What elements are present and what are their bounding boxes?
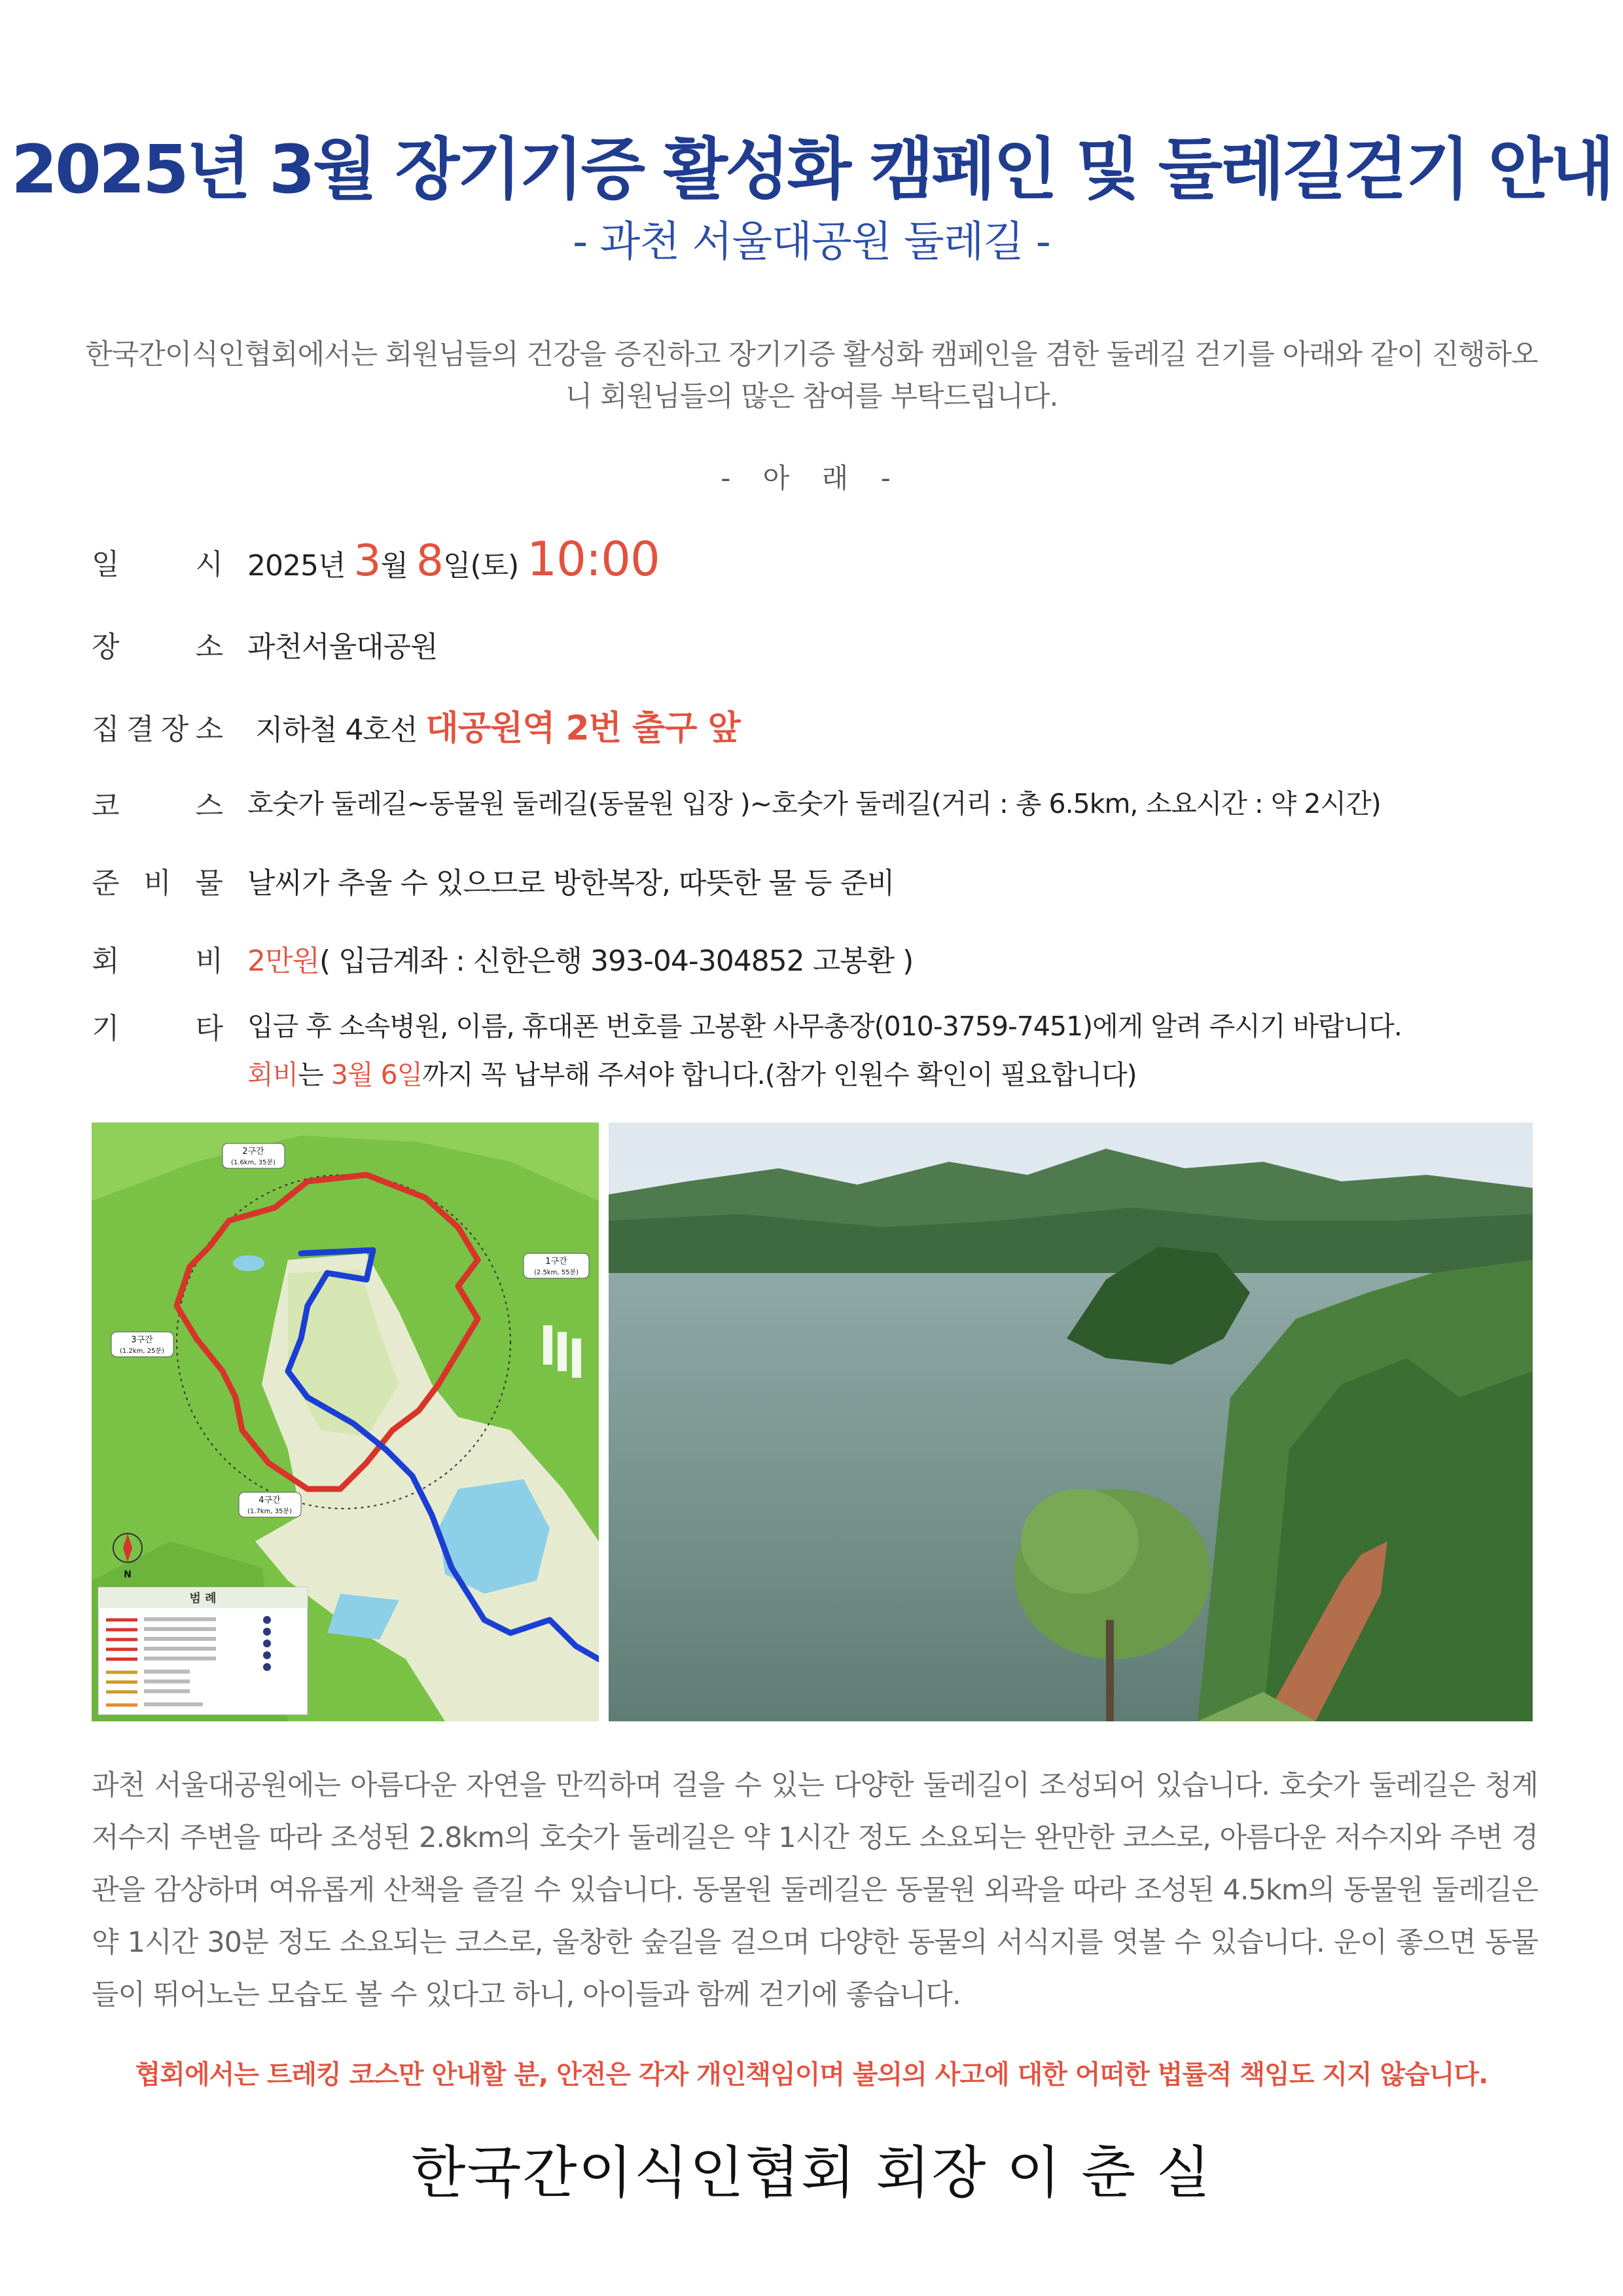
svg-text:(1.6km, 35분): (1.6km, 35분): [231, 1159, 276, 1166]
svg-text:범 례: 범 례: [189, 1592, 217, 1605]
info-value-etc-line1: 입금 후 소속병원, 이름, 휴대폰 번호를 고봉환 사무총장(010-3759-7451)에게 알려 주시기 바랍니다.: [247, 1011, 1402, 1042]
info-value-course: 호숫가 둘레길~동물원 둘레길(동물원 입장 )~호숫가 둘레길(거리 : 총 6.5km, 소요시간 : 약 2시간): [247, 788, 1381, 819]
info-label-place: 장 소: [92, 630, 223, 664]
info-value-place: 과천서울대공원: [247, 630, 438, 664]
svg-text:2구간: 2구간: [242, 1147, 264, 1157]
info-label-course: 코 스: [92, 789, 223, 823]
svg-text:1구간: 1구간: [545, 1257, 567, 1266]
info-label-prep: 준 비 물: [92, 867, 223, 900]
info-value-meeting: 지하철 4호선 대공원역 2번 출구 앞: [255, 709, 740, 748]
info-value-prep: 날씨가 추울 수 있으므로 방한복장, 따뜻한 물 등 준비: [247, 867, 895, 900]
disclaimer: 협회에서는 트레킹 코스만 안내할 분, 안전은 각자 개인책임이며 불의의 사고에 대한 어떠한 법률적 책임도 지지 않습니다.: [135, 2060, 1488, 2090]
date-month: 3: [353, 535, 381, 586]
page-subtitle: - 과천 서울대공원 둘레길 -: [573, 218, 1050, 266]
below-label: - 아 래 -: [721, 462, 902, 494]
svg-text:(1.2km, 25분): (1.2km, 25분): [120, 1348, 164, 1355]
date-day: 8: [416, 535, 443, 586]
info-label-meeting: 집 결 장 소: [92, 713, 223, 746]
meeting-highlight: 대공원역 2번 출구 앞: [425, 709, 740, 748]
info-value-etc-line2: 회비는 3월 6일까지 꼭 납부해 주셔야 합니다.(참가 인원수 확인이 필요합니다): [247, 1059, 1137, 1090]
svg-text:(2.5km, 55분): (2.5km, 55분): [534, 1269, 579, 1276]
info-value-date: 2025년 3월 8일(토) 10:00: [247, 531, 660, 586]
lake-photo: [609, 1122, 1533, 1721]
info-label-fee: 회 비: [92, 944, 223, 978]
svg-text:3구간: 3구간: [131, 1335, 153, 1345]
signature: 한국간이식인협회 회장 이 춘 실: [411, 2140, 1212, 2206]
svg-text:N: N: [124, 1570, 132, 1580]
page-title: 2025년 3월 장기기증 활성화 캠페인 및 둘레길걷기 안내: [10, 131, 1613, 209]
info-value-fee: 2만원( 입금계좌 : 신한은행 393-04-304852 고봉환 ): [247, 944, 914, 978]
date-time: 10:00: [527, 531, 660, 586]
lake-photo-graphic: [609, 1122, 1533, 1721]
info-label-etc: 기 타: [92, 1012, 223, 1045]
info-label-date: 일 시: [92, 548, 223, 581]
fee-amount: 2만원: [247, 944, 320, 978]
trail-map-graphic: [92, 1122, 599, 1721]
description-paragraph: 과천 서울대공원에는 아름다운 자연을 만끽하며 걸을 수 있는 다양한 둘레길이 조성되어 있습니다. 호숫가 둘레길은 청계 저수지 주변을 따라 조성된 2.8km의 호숫가 둘레길은 약 1시간 정도 소요되는 완만한 코스로, 아름다운 저수지와 주변 경관을 감상하며 여유롭게 산책을 즐길 수 있습니다. 동물원 둘레길은 동물원 외곽을 따라 조성된 4.5km의 동물원 둘레길은 약 1시간 30분 정도 소요되는 코스로, 울창한 숲길을 걸으며 다양한 동물의 서식지를 엿볼 수 있습니다. 운이 좋으면 동물들이 뛰어노는 모습도 볼 수 있다고 하니, 아이들과 함께 걷기에 좋습니다.: [92, 1769, 1538, 2011]
intro-paragraph: 한국간이식인협회에서는 회원님들의 건강을 증진하고 장기기증 활성화 캠페인을 겸한 둘레길 걷기를 아래와 같이 진행하오니 회원님들의 많은 참여를 부탁드립니다.: [85, 338, 1538, 413]
trail-map: [92, 1122, 599, 1721]
svg-text:4구간: 4구간: [259, 1496, 281, 1505]
svg-text:(1.7km, 35분): (1.7km, 35분): [247, 1508, 292, 1515]
